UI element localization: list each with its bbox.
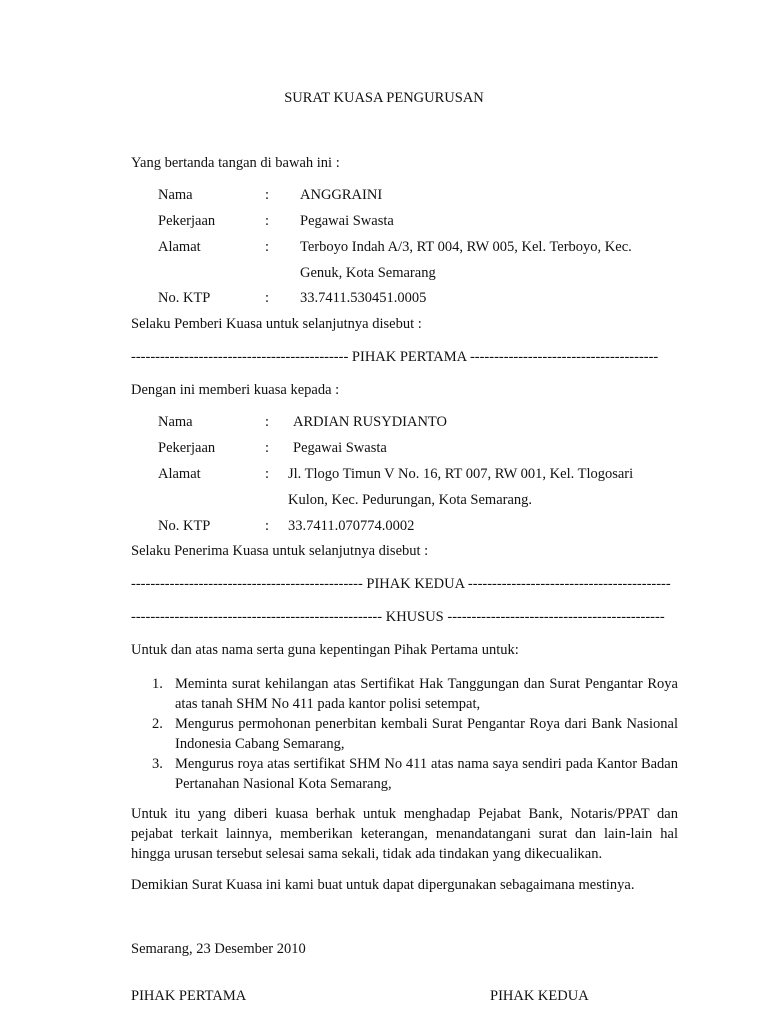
sp-name-label: Nama bbox=[158, 414, 193, 430]
sp-name-value: ARDIAN RUSYDIANTO bbox=[293, 414, 447, 430]
divider-dashes-right: --------------------------------------- bbox=[466, 349, 659, 365]
fp-name-colon: : bbox=[265, 187, 270, 203]
fp-ktp-colon: : bbox=[265, 290, 270, 306]
fp-address-value-cont: Genuk, Kota Semarang bbox=[300, 265, 436, 281]
list-item-text: Mengurus permohonan penerbitan kembali Surat Pengantar Roya dari Bank Nasional Indonesia Cabang Semarang, bbox=[175, 716, 678, 752]
grant-intro: Dengan ini memberi kuasa kepada : bbox=[131, 382, 340, 398]
fp-job-colon: : bbox=[265, 213, 270, 229]
sp-name-colon: : bbox=[265, 414, 270, 430]
sp-ktp-label: No. KTP bbox=[158, 518, 211, 534]
fp-name-value: ANGGRAINI bbox=[300, 187, 383, 203]
list-item-text: Mengurus roya atas sertifikat SHM No 411 atas nama saya sendiri pada Kantor Badan Pertanahan Nasional Kota Semarang, bbox=[175, 756, 678, 792]
sp-address-label: Alamat bbox=[158, 466, 201, 482]
place-date: Semarang, 23 Desember 2010 bbox=[131, 941, 306, 957]
closing-statement: Demikian Surat Kuasa ini kami buat untuk dapat dipergunakan sebagaimana mestinya. bbox=[131, 877, 635, 893]
fp-job-value: Pegawai Swasta bbox=[300, 213, 394, 229]
purpose-intro: Untuk dan atas nama serta guna kepentingan Pihak Pertama untuk: bbox=[131, 642, 519, 658]
divider-dashes-right: --------------------------------------------- bbox=[443, 609, 665, 625]
fp-address-value: Terboyo Indah A/3, RT 004, RW 005, Kel. Terboyo, Kec. bbox=[300, 239, 632, 255]
divider-dashes-left: ------------------------------------------------ bbox=[131, 576, 367, 592]
list-item-text: Meminta surat kehilangan atas Sertifikat Hak Tanggungan dan Surat Pengantar Roya atas tanah SHM No 411 pada kantor polisi setempat, bbox=[175, 676, 678, 712]
fp-ktp-value: 33.7411.530451.0005 bbox=[300, 290, 427, 306]
signature-pihak-pertama: PIHAK PERTAMA bbox=[131, 988, 247, 1004]
list-item-number: 2. bbox=[152, 716, 163, 732]
fp-ktp-label: No. KTP bbox=[158, 290, 211, 306]
fp-name-label: Nama bbox=[158, 187, 193, 203]
sp-address-colon: : bbox=[265, 466, 270, 482]
fp-job-label: Pekerjaan bbox=[158, 213, 216, 229]
sp-ktp-colon: : bbox=[265, 518, 270, 534]
fp-address-label: Alamat bbox=[158, 239, 201, 255]
sp-job-label: Pekerjaan bbox=[158, 440, 216, 456]
letter-title: SURAT KUASA PENGURUSAN bbox=[284, 90, 484, 106]
divider-dashes-left: --------------------------------------------- bbox=[131, 349, 352, 365]
list-item bbox=[131, 754, 678, 794]
sp-designation: Selaku Penerima Kuasa untuk selanjutnya disebut : bbox=[131, 543, 429, 559]
list-item-number: 3. bbox=[152, 756, 163, 772]
divider-label: KHUSUS bbox=[385, 609, 444, 625]
sp-ktp-value: 33.7411.070774.0002 bbox=[288, 518, 415, 534]
sp-address-value: Jl. Tlogo Timun V No. 16, RT 007, RW 001, Kel. Tlogosari bbox=[288, 466, 634, 482]
divider-label: PIHAK PERTAMA bbox=[351, 349, 467, 365]
divider-khusus bbox=[131, 609, 676, 626]
sp-job-value: Pegawai Swasta bbox=[293, 440, 387, 456]
intro-text: Yang bertanda tangan di bawah ini : bbox=[131, 155, 340, 171]
signature-pihak-kedua: PIHAK KEDUA bbox=[490, 988, 589, 1004]
sp-address-value-cont: Kulon, Kec. Pedurungan, Kota Semarang. bbox=[288, 492, 533, 508]
divider-pihak-kedua bbox=[131, 576, 676, 593]
divider-dashes-left: ---------------------------------------------------- bbox=[131, 609, 386, 625]
sp-job-colon: : bbox=[265, 440, 270, 456]
task-list bbox=[131, 674, 678, 794]
divider-dashes-right: ------------------------------------------ bbox=[464, 576, 671, 592]
fp-designation: Selaku Pemberi Kuasa untuk selanjutnya disebut : bbox=[131, 316, 422, 332]
divider-pihak-pertama bbox=[131, 349, 676, 366]
fp-address-colon: : bbox=[265, 239, 270, 255]
list-item bbox=[131, 674, 678, 714]
divider-label: PIHAK KEDUA bbox=[366, 576, 465, 592]
authority-paragraph: Untuk itu yang diberi kuasa berhak untuk menghadap Pejabat Bank, Notaris/PPAT dan pejabat terkait lainnya, memberikan keterangan, menandatangani surat dan lain-lain hal hingga urusan tersebut selesai sama sekali, tidak ada tindakan yang dikecualikan. bbox=[131, 806, 678, 862]
list-item-number: 1. bbox=[152, 676, 163, 692]
list-item bbox=[131, 714, 678, 754]
